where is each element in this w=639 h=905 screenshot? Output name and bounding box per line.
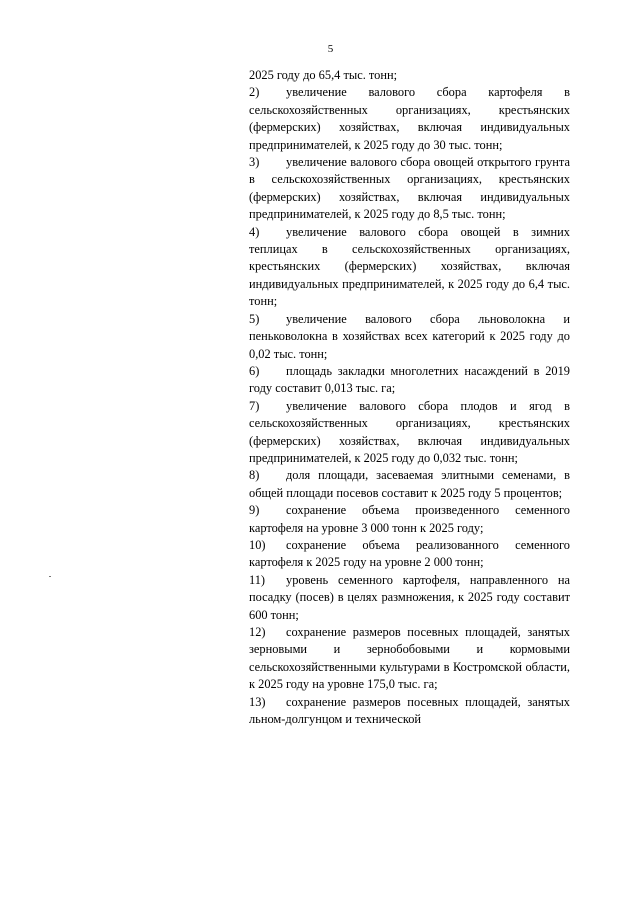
item-number: 6) xyxy=(249,363,260,378)
item-text: увеличение валового сбора льноволокна и пеньковолокна в хозяйствах всех категорий к 2025 году до 0,02 тыс. тонн; xyxy=(249,311,570,361)
list-item-3 xyxy=(249,154,570,224)
item-number: 9) xyxy=(249,503,260,518)
item-number: 10) xyxy=(249,537,266,552)
item-number: 8) xyxy=(249,468,260,483)
item-text: доля площади, засеваемая элитными семенами, в общей площади посевов составит к 2025 году 5 процентов; xyxy=(249,468,570,500)
list-item-8 xyxy=(249,467,570,502)
item-text: уровень семенного картофеля, направленного на посадку (посев) в целях размножения, к 2025 году составит 600 тонн; xyxy=(249,572,570,622)
list-item-11 xyxy=(249,572,570,624)
list-item-10 xyxy=(249,537,570,572)
item-number: 7) xyxy=(249,398,260,413)
item-number: 2) xyxy=(249,85,260,100)
item-text: сохранение объема реализованного семенного картофеля к 2025 году на уровне 2 000 тонн; xyxy=(249,537,570,570)
list-item-13 xyxy=(249,694,570,729)
item-number: 12) xyxy=(249,625,266,639)
scan-artifact xyxy=(49,576,51,577)
list-item-7 xyxy=(249,398,570,468)
item-text: сохранение объема произведенного семенного картофеля на уровне 3 000 тонн к 2025 году; xyxy=(249,503,570,535)
page-number: 5 xyxy=(327,43,334,55)
list-item-4 xyxy=(249,224,570,311)
item-number: 13) xyxy=(249,694,266,709)
list-item-9 xyxy=(249,502,570,537)
continuation-paragraph: 2025 году до 65,4 тыс. тонн; xyxy=(249,68,398,82)
item-text: сохранение размеров посевных площадей, занятых льном-долгунцом и технической xyxy=(249,694,570,727)
item-number: 4) xyxy=(249,224,260,239)
list-item-5 xyxy=(249,311,570,363)
item-text: увеличение валового сбора овощей открытого грунта в сельскохозяйственных организациях, крестьянских (фермерских) хозяйствах, включая индивидуальных предпринимателей, к 2025 году до 8,5 тыс. тонн; xyxy=(249,155,570,222)
item-text: площадь закладки многолетних насаждений в 2019 году составит 0,013 тыс. га; xyxy=(249,363,570,396)
item-text: увеличение валового сбора плодов и ягод в сельскохозяйственных организациях, крестьянских (фермерских) хозяйствах, включая индивидуальных предпринимателей, к 2025 году до 0,032 тыс. тонн; xyxy=(249,398,570,465)
document-body xyxy=(249,67,570,728)
item-text: сохранение размеров посевных площадей, занятых зерновыми и зернобобовыми и кормовыми сельскохозяйственными культурами в Костромской области, к 2025 году на уровне 175,0 тыс. га; xyxy=(249,625,570,692)
item-text: увеличение валового сбора картофеля в сельскохозяйственных организациях, крестьянских (фермерских) хозяйствах, включая индивидуальных предпринимателей, к 2025 году до 30 тыс. тонн; xyxy=(249,85,570,152)
item-number: 3) xyxy=(249,155,260,170)
list-item-6 xyxy=(249,363,570,398)
list-item-12 xyxy=(249,624,570,694)
list-item-2 xyxy=(249,84,570,154)
item-number: 11) xyxy=(249,572,266,587)
item-number: 5) xyxy=(249,311,260,326)
item-text: увеличение валового сбора овощей в зимних теплицах в сельскохозяйственных организациях, крестьянских (фермерских) хозяйствах, включая индивидуальных предпринимателей, к 2025 году до 6,4 тыс. тонн; xyxy=(249,224,570,309)
